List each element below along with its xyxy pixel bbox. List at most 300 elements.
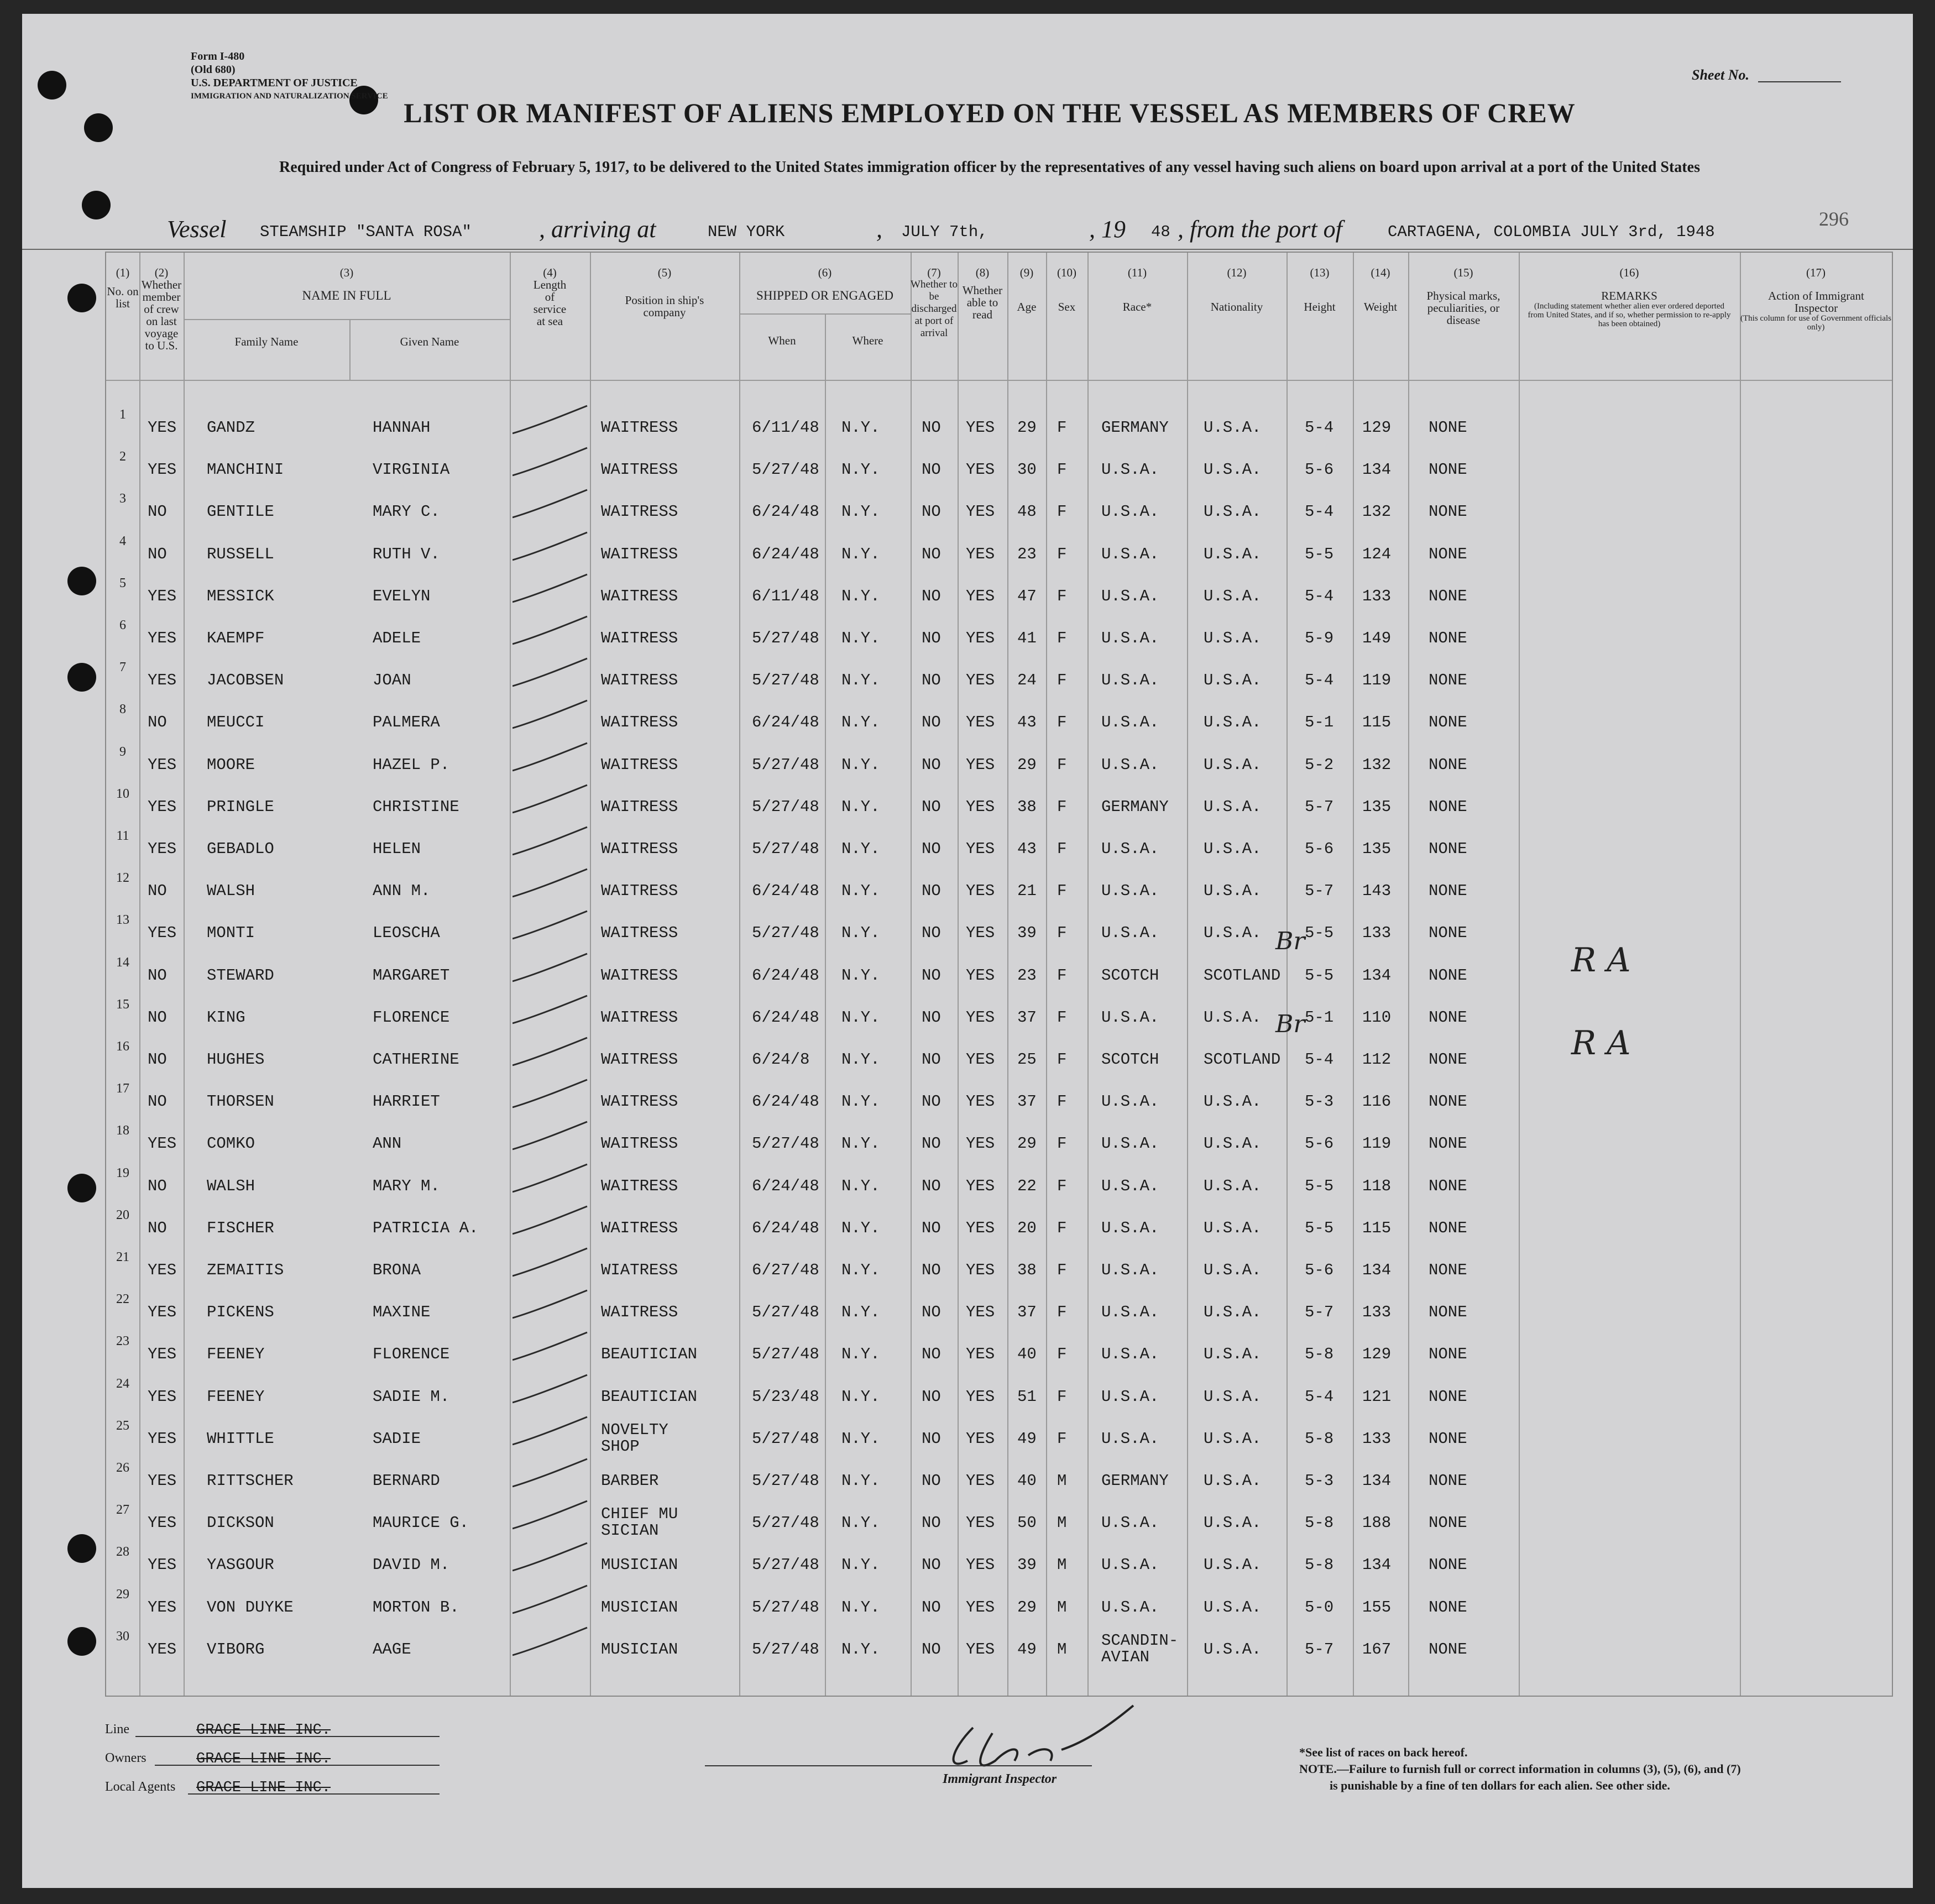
remark-handwritten: R A — [1571, 941, 1631, 980]
check-mark — [512, 531, 590, 564]
column-divider — [590, 253, 591, 1696]
given-name-cell: CATHERINE — [373, 1050, 459, 1069]
sex-cell: F — [1057, 629, 1067, 647]
age-cell: 49 — [1017, 1429, 1037, 1448]
col3-header: (3) NAME IN FULL — [302, 266, 391, 302]
sex-cell: M — [1057, 1514, 1067, 1532]
sex-cell: M — [1057, 1598, 1067, 1617]
shipped-where-cell: N.Y. — [841, 966, 880, 985]
given-name-cell: ANN M. — [373, 882, 431, 901]
whether-crew-last-voyage-cell: YES — [148, 1472, 177, 1490]
race-cell: U.S.A. — [1101, 1429, 1159, 1448]
shipped-where-cell: N.Y. — [841, 587, 880, 605]
age-cell: 25 — [1017, 1050, 1037, 1069]
row-number: 24 — [116, 1376, 129, 1391]
race-cell: U.S.A. — [1101, 1387, 1159, 1406]
age-cell: 51 — [1017, 1387, 1037, 1406]
given-name-cell: MARY M. — [373, 1176, 440, 1195]
height-cell: 5-3 — [1305, 1472, 1334, 1490]
column-divider — [911, 253, 912, 1696]
remark-handwritten: R A — [1571, 1024, 1631, 1063]
shipped-when-cell: 5/27/48 — [752, 1429, 819, 1448]
row-number: 16 — [116, 1039, 129, 1054]
able-to-read-cell: YES — [966, 1050, 995, 1069]
position-cell: WAITRESS — [601, 755, 678, 774]
to-be-discharged-cell: NO — [922, 671, 941, 690]
shipped-when-cell: 6/24/48 — [752, 1218, 819, 1237]
position-cell: BARBER — [601, 1472, 659, 1490]
position-cell: WAITRESS — [601, 629, 678, 647]
position-cell: WAITRESS — [601, 840, 678, 858]
physical-marks-cell: NONE — [1429, 797, 1467, 816]
nationality-cell: U.S.A. — [1204, 1429, 1262, 1448]
to-be-discharged-cell: NO — [922, 1429, 941, 1448]
family-name-cell: MESSICK — [207, 587, 274, 605]
sex-cell: F — [1057, 924, 1067, 943]
position-cell: WAITRESS — [601, 461, 678, 479]
whether-crew-last-voyage-cell: NO — [148, 1008, 167, 1027]
weight-cell: 133 — [1362, 587, 1392, 605]
age-cell: 48 — [1017, 503, 1037, 521]
shipped-when-cell: 6/11/48 — [752, 419, 819, 437]
age-cell: 43 — [1017, 713, 1037, 732]
weight-cell: 132 — [1362, 755, 1392, 774]
nationality-cell: U.S.A. — [1204, 587, 1262, 605]
sex-cell: F — [1057, 671, 1067, 690]
to-be-discharged-cell: NO — [922, 1261, 941, 1279]
nationality-correction: Br — [1275, 1010, 1305, 1038]
shipped-where-cell: N.Y. — [841, 461, 880, 479]
able-to-read-cell: YES — [966, 1261, 995, 1279]
col10-header: (10) Sex — [1057, 266, 1076, 313]
shipped-where-cell: N.Y. — [841, 713, 880, 732]
physical-marks-cell: NONE — [1429, 882, 1467, 901]
family-name-cell: MOORE — [207, 755, 255, 774]
age-cell: 23 — [1017, 966, 1037, 985]
whether-crew-last-voyage-cell: NO — [148, 1050, 167, 1069]
position-cell: BEAUTICIAN — [601, 1387, 698, 1406]
col2-header: (2) Whether member of crew on last voyage to U.S. — [141, 266, 182, 352]
sex-cell: M — [1057, 1556, 1067, 1575]
whether-crew-last-voyage-cell: NO — [148, 545, 167, 563]
to-be-discharged-cell: NO — [922, 1050, 941, 1069]
physical-marks-cell: NONE — [1429, 1008, 1467, 1027]
race-cell: U.S.A. — [1101, 671, 1159, 690]
shipped-when-cell: 5/27/48 — [752, 1134, 819, 1153]
shipped-where-cell: N.Y. — [841, 1345, 880, 1364]
weight-cell: 124 — [1362, 545, 1392, 563]
able-to-read-cell: YES — [966, 1345, 995, 1364]
shipped-when-cell: 5/27/48 — [752, 1472, 819, 1490]
position-cell: WAITRESS — [601, 1218, 678, 1237]
weight-cell: 135 — [1362, 797, 1392, 816]
col11-header: (11) Race* — [1122, 266, 1152, 313]
able-to-read-cell: YES — [966, 671, 995, 690]
given-name-cell: BERNARD — [373, 1472, 440, 1490]
age-cell: 30 — [1017, 461, 1037, 479]
check-mark — [512, 1121, 590, 1154]
race-cell: SCANDIN-AVIAN — [1101, 1631, 1179, 1666]
row-number: 8 — [119, 702, 126, 717]
given-name-cell: MARY C. — [373, 503, 440, 521]
physical-marks-cell: NONE — [1429, 755, 1467, 774]
able-to-read-cell: YES — [966, 1008, 995, 1027]
given-name-cell: HAZEL P. — [373, 755, 450, 774]
family-name-cell: RITTSCHER — [207, 1472, 294, 1490]
height-cell: 5-3 — [1305, 1092, 1334, 1111]
nationality-cell: U.S.A. — [1204, 1556, 1262, 1575]
shipped-where-cell: N.Y. — [841, 755, 880, 774]
weight-cell: 115 — [1362, 713, 1392, 732]
weight-cell: 134 — [1362, 966, 1392, 985]
to-be-discharged-cell: NO — [922, 1218, 941, 1237]
name-subheader-rule — [184, 319, 510, 320]
physical-marks-cell: NONE — [1429, 1218, 1467, 1237]
year-suffix: 48 — [1151, 223, 1170, 241]
to-be-discharged-cell: NO — [922, 545, 941, 563]
weight-cell: 116 — [1362, 1092, 1392, 1111]
given-name-cell: MARGARET — [373, 966, 450, 985]
nationality-cell: U.S.A. — [1204, 1218, 1262, 1237]
shipped-when-cell: 6/24/48 — [752, 503, 819, 521]
to-be-discharged-cell: NO — [922, 461, 941, 479]
position-cell: WAITRESS — [601, 671, 678, 690]
height-cell: 5-2 — [1305, 755, 1334, 774]
row-number: 29 — [116, 1587, 129, 1602]
physical-marks-cell: NONE — [1429, 1387, 1467, 1406]
column-divider — [1519, 253, 1520, 1696]
family-name-cell: VON DUYKE — [207, 1598, 294, 1617]
sex-cell: F — [1057, 882, 1067, 901]
physical-marks-cell: NONE — [1429, 1176, 1467, 1195]
nationality-cell: U.S.A. — [1204, 755, 1262, 774]
whether-crew-last-voyage-cell: NO — [148, 1092, 167, 1111]
family-name-cell: MEUCCI — [207, 713, 265, 732]
comma: , — [876, 216, 882, 243]
shipped-where-cell: N.Y. — [841, 545, 880, 563]
col8-header: (8) Whether able to read — [962, 266, 1003, 321]
race-cell: U.S.A. — [1101, 840, 1159, 858]
physical-marks-cell: NONE — [1429, 1556, 1467, 1575]
height-cell: 5-7 — [1305, 882, 1334, 901]
whether-crew-last-voyage-cell: YES — [148, 1345, 177, 1364]
to-be-discharged-cell: NO — [922, 1472, 941, 1490]
height-cell: 5-8 — [1305, 1556, 1334, 1575]
physical-marks-cell: NONE — [1429, 1303, 1467, 1322]
position-cell: WAITRESS — [601, 713, 678, 732]
weight-cell: 155 — [1362, 1598, 1392, 1617]
nationality-cell: U.S.A. — [1204, 713, 1262, 732]
sex-cell: F — [1057, 1429, 1067, 1448]
nationality-cell: SCOTLAND — [1204, 966, 1281, 985]
check-mark — [512, 447, 590, 480]
row-number: 30 — [116, 1629, 129, 1644]
nationality-correction: Br — [1275, 927, 1305, 955]
physical-marks-cell: NONE — [1429, 1472, 1467, 1490]
weight-cell: 133 — [1362, 1429, 1392, 1448]
row-number: 13 — [116, 913, 129, 928]
weight-cell: 167 — [1362, 1640, 1392, 1659]
shipped-when-cell: 6/24/48 — [752, 1008, 819, 1027]
position-cell: WAITRESS — [601, 1092, 678, 1111]
age-cell: 47 — [1017, 587, 1037, 605]
whether-crew-last-voyage-cell: YES — [148, 629, 177, 647]
physical-marks-cell: NONE — [1429, 1598, 1467, 1617]
family-name-cell: WALSH — [207, 1176, 255, 1195]
shipped-where-cell: N.Y. — [841, 1640, 880, 1659]
col7-header: (7) Whether to be discharged at port of arrival — [911, 266, 958, 339]
check-mark — [512, 1331, 590, 1364]
position-cell: MUSICIAN — [601, 1598, 678, 1617]
race-cell: SCOTCH — [1101, 966, 1159, 985]
binder-hole — [82, 191, 111, 219]
nationality-cell: U.S.A. — [1204, 1303, 1262, 1322]
form-number-block — [191, 50, 388, 103]
sex-cell: M — [1057, 1472, 1067, 1490]
arrival-date: JULY 7th, — [901, 223, 988, 241]
whether-crew-last-voyage-cell: YES — [148, 587, 177, 605]
given-name-cell: VIRGINIA — [373, 461, 450, 479]
nationality-cell: U.S.A. — [1204, 1387, 1262, 1406]
physical-marks-cell: NONE — [1429, 1134, 1467, 1153]
to-be-discharged-cell: NO — [922, 1514, 941, 1532]
col15-header: (15) Physical marks, peculiarities, or disease — [1426, 266, 1500, 327]
given-name-cell: MAURICE G. — [373, 1514, 469, 1532]
height-cell: 5-1 — [1305, 1008, 1334, 1027]
able-to-read-cell: YES — [966, 419, 995, 437]
given-name-cell: MAXINE — [373, 1303, 431, 1322]
col13-header: (13) Height — [1304, 266, 1336, 313]
whether-crew-last-voyage-cell: YES — [148, 461, 177, 479]
given-name-cell: EVELYN — [373, 587, 431, 605]
position-cell: WAITRESS — [601, 924, 678, 943]
check-mark — [512, 1163, 590, 1196]
column-divider — [1408, 253, 1409, 1696]
sheet-number-label: Sheet No. — [1692, 67, 1749, 83]
nationality-cell: U.S.A. — [1204, 1598, 1262, 1617]
sex-cell: F — [1057, 587, 1067, 605]
height-cell: 5-5 — [1305, 924, 1334, 943]
weight-cell: 133 — [1362, 924, 1392, 943]
column-divider — [1353, 253, 1354, 1696]
to-be-discharged-cell: NO — [922, 755, 941, 774]
nationality-cell: U.S.A. — [1204, 1640, 1262, 1659]
age-cell: 37 — [1017, 1008, 1037, 1027]
from-port: CARTAGENA, COLOMBIA JULY 3rd, 1948 — [1388, 223, 1715, 241]
to-be-discharged-cell: NO — [922, 797, 941, 816]
family-name-cell: YASGOUR — [207, 1556, 274, 1575]
check-mark — [512, 1079, 590, 1112]
binder-hole — [38, 71, 66, 100]
to-be-discharged-cell: NO — [922, 882, 941, 901]
check-mark — [512, 1416, 590, 1449]
family-name-cell: COMKO — [207, 1134, 255, 1153]
to-be-discharged-cell: NO — [922, 629, 941, 647]
height-cell: 5-4 — [1305, 419, 1334, 437]
row-number: 22 — [116, 1292, 129, 1307]
sex-cell: F — [1057, 503, 1067, 521]
to-be-discharged-cell: NO — [922, 1176, 941, 1195]
physical-marks-cell: NONE — [1429, 1261, 1467, 1279]
family-name-header: Family Name — [234, 335, 299, 348]
shipped-where-cell: N.Y. — [841, 1008, 880, 1027]
shipped-where-cell: N.Y. — [841, 882, 880, 901]
physical-marks-cell: NONE — [1429, 1514, 1467, 1532]
shipped-when-cell: 5/27/48 — [752, 671, 819, 690]
check-mark — [512, 405, 590, 438]
row-number: 18 — [116, 1123, 129, 1138]
given-name-cell: PALMERA — [373, 713, 440, 732]
height-cell: 5-4 — [1305, 671, 1334, 690]
shipped-where-cell: N.Y. — [841, 629, 880, 647]
row-number: 11 — [116, 829, 129, 843]
shipped-where-cell: N.Y. — [841, 419, 880, 437]
whether-crew-last-voyage-cell: NO — [148, 713, 167, 732]
physical-marks-cell: NONE — [1429, 966, 1467, 985]
weight-cell: 134 — [1362, 1556, 1392, 1575]
age-cell: 29 — [1017, 419, 1037, 437]
row-number: 6 — [119, 618, 126, 632]
to-be-discharged-cell: NO — [922, 966, 941, 985]
sex-cell: M — [1057, 1640, 1067, 1659]
shipped-when-cell: 5/27/48 — [752, 629, 819, 647]
race-cell: U.S.A. — [1101, 629, 1159, 647]
able-to-read-cell: YES — [966, 1218, 995, 1237]
able-to-read-cell: YES — [966, 797, 995, 816]
position-cell: WAITRESS — [601, 1303, 678, 1322]
position-cell: MUSICIAN — [601, 1640, 678, 1659]
whether-crew-last-voyage-cell: YES — [148, 671, 177, 690]
check-mark — [512, 573, 590, 606]
position-cell: WAITRESS — [601, 797, 678, 816]
height-cell: 5-5 — [1305, 545, 1334, 563]
row-number: 5 — [119, 576, 126, 590]
sex-cell: F — [1057, 1134, 1067, 1153]
race-cell: U.S.A. — [1101, 924, 1159, 943]
col14-header: (14) Weight — [1363, 266, 1398, 313]
row-number: 1 — [119, 407, 126, 422]
shipped-when-cell: 5/27/48 — [752, 797, 819, 816]
whether-crew-last-voyage-cell: YES — [148, 797, 177, 816]
sex-cell: F — [1057, 1345, 1067, 1364]
age-cell: 39 — [1017, 924, 1037, 943]
physical-marks-cell: NONE — [1429, 1092, 1467, 1111]
shipped-when-cell: 5/27/48 — [752, 840, 819, 858]
position-cell: WAITRESS — [601, 1134, 678, 1153]
check-mark — [512, 489, 590, 522]
check-mark — [512, 1458, 590, 1491]
row-number: 17 — [116, 1081, 129, 1096]
able-to-read-cell: YES — [966, 1472, 995, 1490]
nationality-cell: U.S.A. — [1204, 419, 1262, 437]
sex-cell: F — [1057, 1261, 1067, 1279]
shipped-when-cell: 6/24/48 — [752, 966, 819, 985]
height-cell: 5-6 — [1305, 1134, 1334, 1153]
age-cell: 21 — [1017, 882, 1037, 901]
column-divider — [510, 253, 511, 1696]
physical-marks-cell: NONE — [1429, 461, 1467, 479]
shipped-where-cell: N.Y. — [841, 503, 880, 521]
height-cell: 5-8 — [1305, 1514, 1334, 1532]
position-cell: WAITRESS — [601, 503, 678, 521]
sex-cell: F — [1057, 1008, 1067, 1027]
to-be-discharged-cell: NO — [922, 503, 941, 521]
able-to-read-cell: YES — [966, 713, 995, 732]
able-to-read-cell: YES — [966, 503, 995, 521]
nationality-cell: U.S.A. — [1204, 1472, 1262, 1490]
family-name-cell: PICKENS — [207, 1303, 274, 1322]
shipped-subheader-rule — [739, 313, 911, 315]
to-be-discharged-cell: NO — [922, 1387, 941, 1406]
col9-header: (9) Age — [1017, 266, 1037, 313]
sex-cell: F — [1057, 1050, 1067, 1069]
sex-cell: F — [1057, 1387, 1067, 1406]
family-name-cell: ZEMAITIS — [207, 1261, 284, 1279]
weight-cell: 110 — [1362, 1008, 1392, 1027]
given-name-cell: AAGE — [373, 1640, 411, 1659]
physical-marks-cell: NONE — [1429, 419, 1467, 437]
whether-crew-last-voyage-cell: YES — [148, 1387, 177, 1406]
height-cell: 5-4 — [1305, 1050, 1334, 1069]
shipped-when-cell: 5/27/48 — [752, 1556, 819, 1575]
able-to-read-cell: YES — [966, 1092, 995, 1111]
check-mark — [512, 826, 590, 859]
column-divider — [1007, 253, 1008, 1696]
shipped-where-cell: N.Y. — [841, 1598, 880, 1617]
height-cell: 5-4 — [1305, 1387, 1334, 1406]
shipped-where-cell: N.Y. — [841, 797, 880, 816]
position-cell: WAITRESS — [601, 545, 678, 563]
able-to-read-cell: YES — [966, 1387, 995, 1406]
to-be-discharged-cell: NO — [922, 587, 941, 605]
able-to-read-cell: YES — [966, 1429, 995, 1448]
physical-marks-cell: NONE — [1429, 629, 1467, 647]
shipped-where-cell: N.Y. — [841, 1218, 880, 1237]
column-divider — [139, 253, 140, 1696]
family-name-cell: DICKSON — [207, 1514, 274, 1532]
check-mark — [512, 1289, 590, 1322]
nationality-cell: U.S.A. — [1204, 840, 1262, 858]
col6-header: (6) SHIPPED OR ENGAGED — [756, 266, 893, 302]
race-cell: U.S.A. — [1101, 1092, 1159, 1111]
nationality-cell: U.S.A. — [1204, 545, 1262, 563]
physical-marks-cell: NONE — [1429, 1429, 1467, 1448]
binder-hole — [84, 113, 113, 142]
height-cell: 5-4 — [1305, 587, 1334, 605]
race-cell: U.S.A. — [1101, 882, 1159, 901]
able-to-read-cell: YES — [966, 1640, 995, 1659]
age-cell: 39 — [1017, 1556, 1037, 1575]
to-be-discharged-cell: NO — [922, 1556, 941, 1575]
to-be-discharged-cell: NO — [922, 1640, 941, 1659]
shipped-where-cell: N.Y. — [841, 1429, 880, 1448]
sex-cell: F — [1057, 545, 1067, 563]
shipped-where-cell: N.Y. — [841, 1556, 880, 1575]
races-note: *See list of races on back hereof. — [1299, 1745, 1468, 1759]
physical-marks-cell: NONE — [1429, 587, 1467, 605]
row-number: 12 — [116, 871, 129, 886]
shipped-where-cell: N.Y. — [841, 1303, 880, 1322]
year-prefix: , 19 — [1089, 216, 1126, 243]
column-divider — [1187, 253, 1188, 1696]
able-to-read-cell: YES — [966, 1303, 995, 1322]
weight-cell: 134 — [1362, 461, 1392, 479]
weight-cell: 129 — [1362, 1345, 1392, 1364]
vessel-label: Vessel — [167, 216, 227, 243]
check-mark — [512, 868, 590, 901]
shipped-when-cell: 5/27/48 — [752, 1514, 819, 1532]
binder-hole — [67, 663, 96, 692]
